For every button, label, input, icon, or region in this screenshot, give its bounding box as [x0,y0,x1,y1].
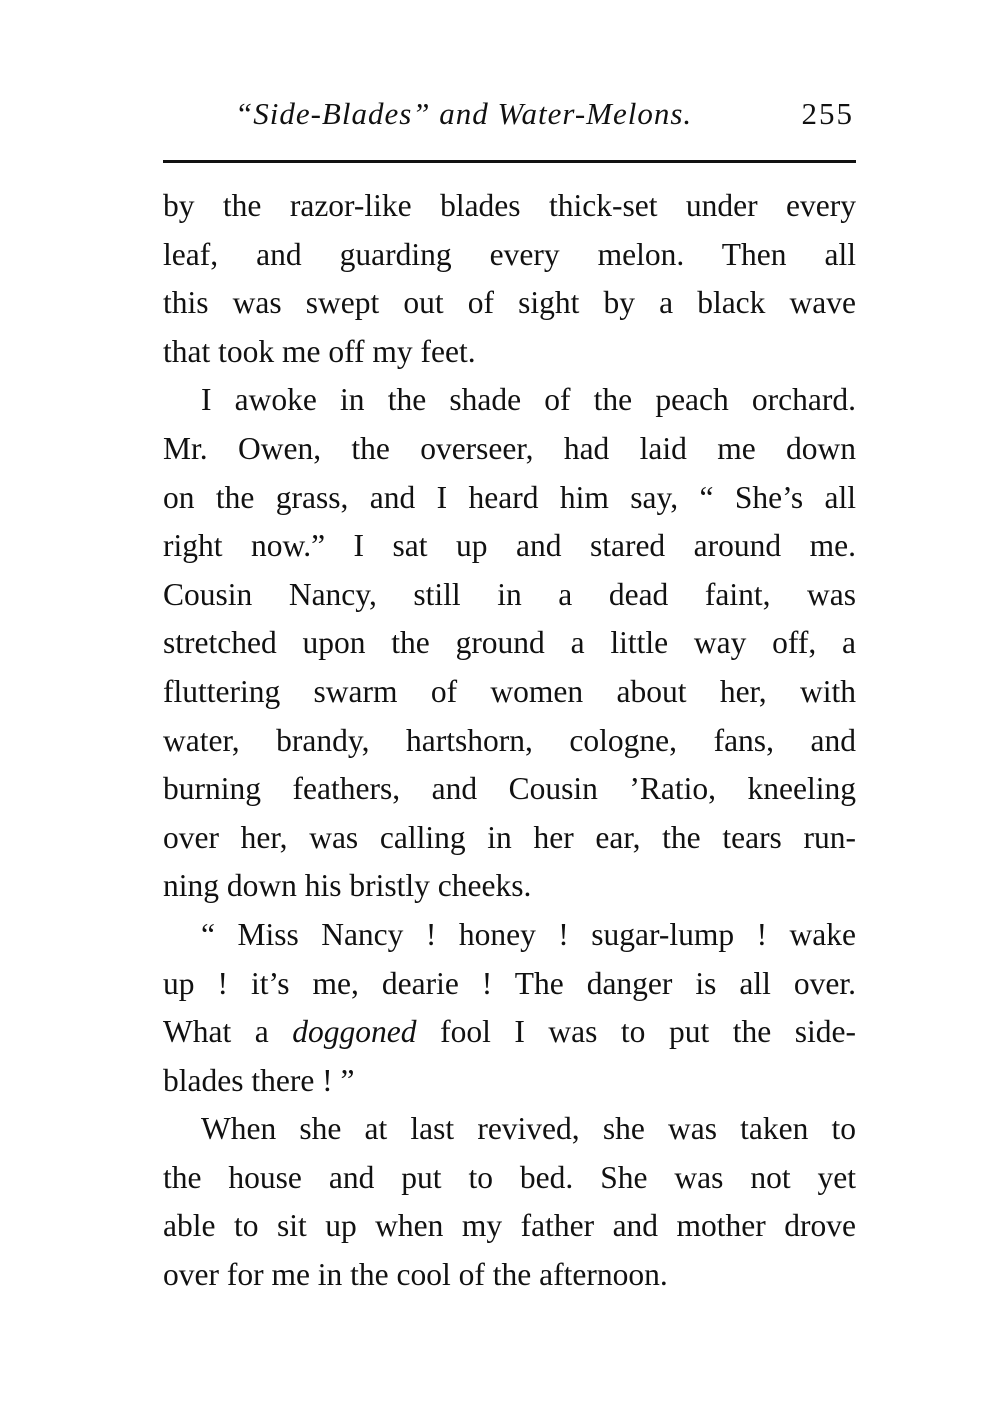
text-line: right now.” I sat up and stared around me. [163,528,856,564]
text-line: leaf, and guarding every melon. Then all [163,236,856,272]
text-line: I awoke in the shade of the peach orchard. [201,382,856,418]
text-line: water, brandy, hartshorn, cologne, fans, and [163,722,856,758]
text-line: ning down his bristly cheeks. [163,868,532,904]
running-head-title: “Side-Blades” and Water-Melons. [235,96,693,131]
text-line: “ Miss Nancy ! honey ! sugar-lump ! wake [201,916,856,952]
text-line: up ! it’s me, dearie ! The danger is all over. [163,965,856,1001]
text-line: by the razor-like blades thick-set under every [163,188,856,223]
text-line: over her, was calling in her ear, the tears run- [163,819,856,855]
text-fragment: What a [163,1014,269,1050]
text-line: Mr. Owen, the overseer, had laid me down [163,430,856,466]
text-line: When she at last revived, she was taken to [201,1111,856,1147]
text-line: Cousin Nancy, still in a dead faint, was [163,576,856,612]
header-rule [163,160,856,163]
text-fragment: fool I was to put the side- [440,1014,857,1050]
text-line: burning feathers, and Cousin ’Ratio, kneeling [163,771,856,807]
text-line-with-italic [163,1008,856,1057]
text-line: able to sit up when my father and mother drove [163,1208,856,1244]
text-line: the house and put to bed. She was not yet [163,1159,856,1195]
page-number: 255 [801,96,854,131]
italic-word: doggoned [292,1014,417,1050]
text-line: that took me off my feet. [163,333,476,369]
text-line: on the grass, and I heard him say, “ She’s all [163,479,856,515]
text-line: over for me in the cool of the afternoon. [163,1257,668,1293]
text-line: stretched upon the ground a little way off, a [163,625,856,661]
text-line: blades there ! ” [163,1062,355,1098]
running-head [163,96,856,144]
text-line: fluttering swarm of women about her, with [163,673,856,709]
body-text [163,182,856,1300]
text-line: this was swept out of sight by a black wave [163,285,856,321]
